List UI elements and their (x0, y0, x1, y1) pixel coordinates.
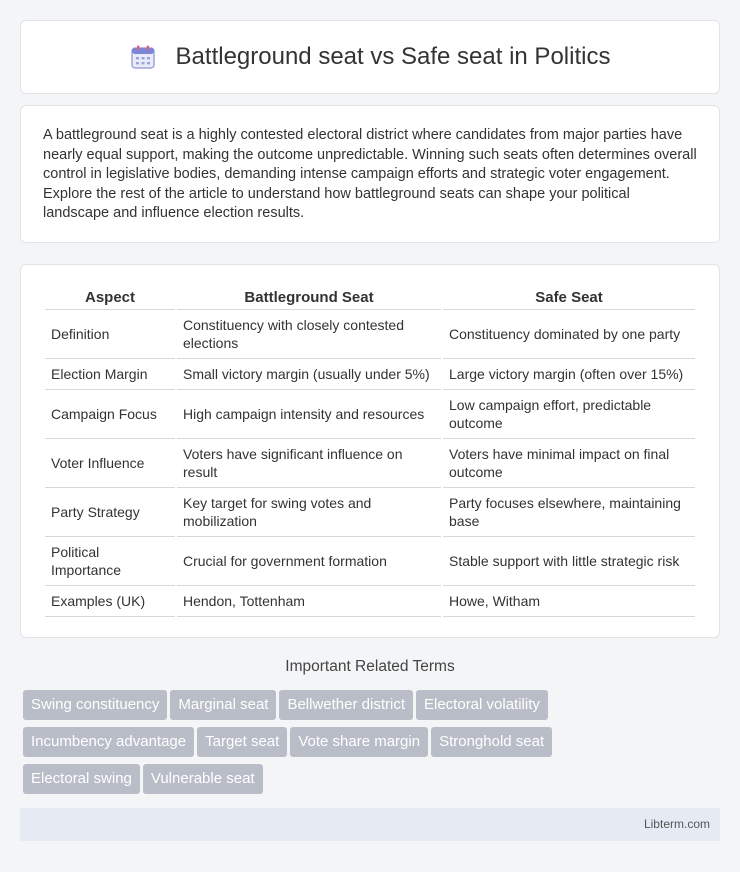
table-row (45, 586, 695, 617)
term-tag[interactable]: Stronghold seat (431, 727, 552, 757)
table-cell: Large victory margin (often over 15%) (443, 359, 695, 390)
term-tag[interactable]: Bellwether district (279, 690, 413, 720)
term-tag[interactable]: Swing constituency (23, 690, 167, 720)
table-cell: Constituency dominated by one party (443, 310, 695, 359)
table-cell: Party Strategy (45, 488, 175, 537)
title-card (20, 20, 720, 94)
column-header: Safe Seat (443, 287, 695, 310)
comparison-table (43, 287, 697, 617)
term-tag[interactable]: Target seat (197, 727, 287, 757)
intro-card (20, 105, 720, 243)
table-cell: Campaign Focus (45, 390, 175, 439)
term-tag[interactable]: Vote share margin (290, 727, 428, 757)
table-cell: Small victory margin (usually under 5%) (177, 359, 441, 390)
calendar-icon (130, 44, 156, 70)
related-terms-list (23, 690, 723, 801)
table-cell: Election Margin (45, 359, 175, 390)
term-tag[interactable]: Electoral volatility (416, 690, 548, 720)
table-row (45, 439, 695, 488)
table-cell: Voter Influence (45, 439, 175, 488)
term-tag[interactable]: Vulnerable seat (143, 764, 263, 794)
term-tag[interactable]: Electoral swing (23, 764, 140, 794)
table-cell: Voters have minimal impact on final outcome (443, 439, 695, 488)
page-title: Battleground seat vs Safe seat in Politics (175, 43, 611, 70)
table-cell: Crucial for government formation (177, 537, 441, 586)
table-cell: High campaign intensity and resources (177, 390, 441, 439)
table-cell: Hendon, Tottenham (177, 586, 441, 617)
footer (20, 808, 720, 841)
table-cell: Low campaign effort, predictable outcome (443, 390, 695, 439)
table-cell: Party focuses elsewhere, maintaining base (443, 488, 695, 537)
table-cell: Howe, Witham (443, 586, 695, 617)
table-cell: Key target for swing votes and mobilization (177, 488, 441, 537)
table-row (45, 488, 695, 537)
column-header: Battleground Seat (177, 287, 441, 310)
term-tag[interactable]: Incumbency advantage (23, 727, 194, 757)
table-cell: Definition (45, 310, 175, 359)
intro-text: A battleground seat is a highly contested electoral district where candidates from major parties have nearly equal support, making the outcome unpredictable. Winning such seats often determines overall control in legislative bodies, demanding intense campaign efforts and strategic voter engagement. Explore the rest of the article to understand how battleground seats can shape your political landscape and influence election results. (43, 127, 697, 221)
table-cell: Constituency with closely contested elections (177, 310, 441, 359)
table-row (45, 359, 695, 390)
column-header: Aspect (45, 287, 175, 310)
table-cell: Voters have significant influence on result (177, 439, 441, 488)
footer-site-link[interactable]: Libterm.com (643, 817, 710, 831)
related-terms-title: Important Related Terms (285, 658, 455, 675)
table-row (45, 537, 695, 586)
table-cell: Political Importance (45, 537, 175, 586)
comparison-card (20, 264, 720, 638)
table-cell: Examples (UK) (45, 586, 175, 617)
term-tag[interactable]: Marginal seat (170, 690, 276, 720)
table-row (45, 390, 695, 439)
table-row (45, 310, 695, 359)
table-header-row (45, 287, 695, 310)
table-cell: Stable support with little strategic risk (443, 537, 695, 586)
